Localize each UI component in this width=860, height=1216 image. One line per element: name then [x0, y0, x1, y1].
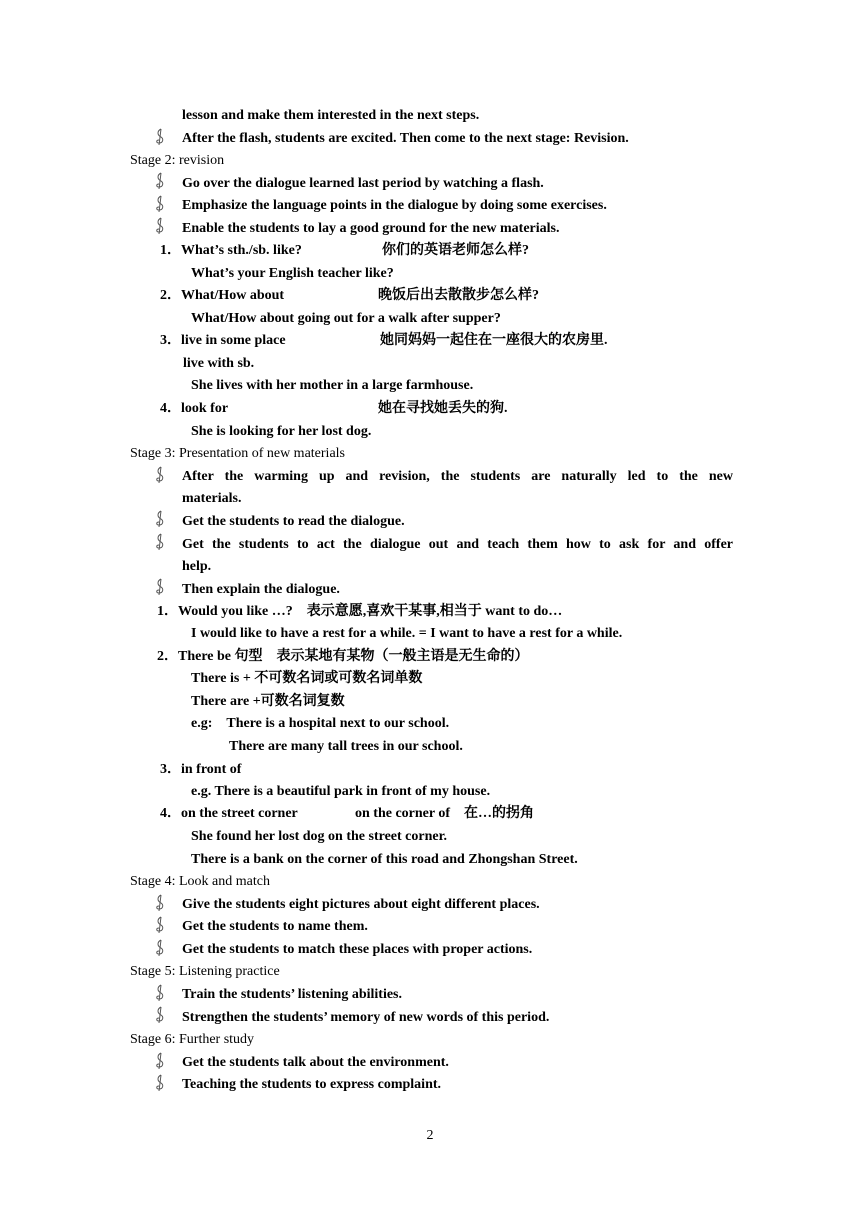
chinese-translation: 她同妈妈一起住在一座很大的农房里.: [380, 333, 608, 348]
treble-clef-icon: [154, 984, 166, 1002]
example-sentence: There are many tall trees in our school.: [229, 739, 463, 754]
example-sentence: She lives with her mother in a large farmhouse.: [191, 378, 474, 393]
bullet-text: Then explain the dialogue.: [182, 582, 340, 597]
numbered-item: 3．in front of: [160, 762, 242, 777]
treble-clef-icon: [154, 939, 166, 957]
bullet-text: Give the students eight pictures about eight different places.: [182, 897, 540, 912]
bullet-text: Get the students to act the dialogue out and teach them how to ask for and offer: [182, 537, 733, 552]
treble-clef-icon: [154, 916, 166, 934]
bullet-text: Get the students to read the dialogue.: [182, 514, 405, 529]
chinese-translation: 晚饭后出去散散步怎么样?: [378, 288, 539, 303]
chinese-translation: 她在寻找她丢失的狗.: [378, 401, 508, 416]
text-line: live with sb.: [183, 356, 255, 371]
bullet-text: After the flash, students are excited. Then come to the next stage: Revision.: [182, 131, 629, 146]
stage-heading: Stage 4: Look and match: [130, 874, 270, 889]
treble-clef-icon: [154, 894, 166, 912]
numbered-item: 4．look for: [160, 401, 229, 416]
treble-clef-icon: [154, 195, 166, 213]
numbered-item: 3．live in some place: [160, 333, 286, 348]
treble-clef-icon: [154, 128, 166, 146]
bullet-text: After the warming up and revision, the students are naturally led to the new: [182, 469, 733, 484]
treble-clef-icon: [154, 533, 166, 551]
bullet-text: Train the students’ listening abilities.: [182, 987, 403, 1002]
example-sentence: There is a bank on the corner of this road and Zhongshan Street.: [191, 852, 578, 867]
bullet-text: Emphasize the language points in the dialogue by doing some exercises.: [182, 198, 607, 213]
treble-clef-icon: [154, 510, 166, 528]
numbered-item: 2．What/How about: [160, 288, 285, 303]
example-sentence: I would like to have a rest for a while. = I want to have a rest for a while.: [191, 626, 623, 641]
bullet-text: Get the students to name them.: [182, 919, 368, 934]
example-sentence: e.g: There is a hospital next to our school.: [191, 716, 450, 731]
bullet-text: Get the students to match these places with proper actions.: [182, 942, 533, 957]
bullet-text: Teaching the students to express complaint.: [182, 1077, 442, 1092]
stage-heading: Stage 2: revision: [130, 153, 225, 168]
bullet-text-continued: help.: [182, 559, 212, 574]
example-sentence: She found her lost dog on the street corner.: [191, 829, 448, 844]
treble-clef-icon: [154, 1006, 166, 1024]
stage-heading: Stage 6: Further study: [130, 1032, 255, 1047]
treble-clef-icon: [154, 217, 166, 235]
stage-heading: Stage 3: Presentation of new materials: [130, 446, 345, 461]
text-line: There is + 不可数名词或可数名词单数: [191, 671, 423, 686]
page-number: 2: [426, 1128, 434, 1143]
example-sentence: What’s your English teacher like?: [191, 266, 394, 281]
stage-heading: Stage 5: Listening practice: [130, 964, 280, 979]
treble-clef-icon: [154, 172, 166, 190]
treble-clef-icon: [154, 578, 166, 596]
numbered-item: 1．What’s sth./sb. like?: [160, 243, 302, 258]
treble-clef-icon: [154, 466, 166, 484]
numbered-item: 1．Would you like …? 表示意愿,喜欢干某事,相当于 want to do…: [157, 604, 563, 619]
treble-clef-icon: [154, 1074, 166, 1092]
phrase-translation: on the corner of 在…的拐角: [355, 806, 534, 821]
treble-clef-icon: [154, 1052, 166, 1070]
numbered-item: 2．There be 句型 表示某地有某物（一般主语是无生命的）: [157, 649, 529, 664]
example-sentence: She is looking for her lost dog.: [191, 424, 372, 439]
numbered-item: 4．on the street corner: [160, 806, 298, 821]
chinese-translation: 你们的英语老师怎么样?: [382, 243, 529, 258]
text-line: There are +可数名词复数: [191, 694, 345, 709]
text-line: lesson and make them interested in the next steps.: [182, 108, 480, 123]
bullet-text: Go over the dialogue learned last period by watching a flash.: [182, 176, 544, 191]
bullet-text: Enable the students to lay a good ground for the new materials.: [182, 221, 560, 236]
bullet-text-continued: materials.: [182, 491, 242, 506]
bullet-text: Strengthen the students’ memory of new words of this period.: [182, 1010, 550, 1025]
example-sentence: What/How about going out for a walk after supper?: [191, 311, 501, 326]
bullet-text: Get the students talk about the environment.: [182, 1055, 449, 1070]
example-sentence: e.g. There is a beautiful park in front of my house.: [191, 784, 491, 799]
